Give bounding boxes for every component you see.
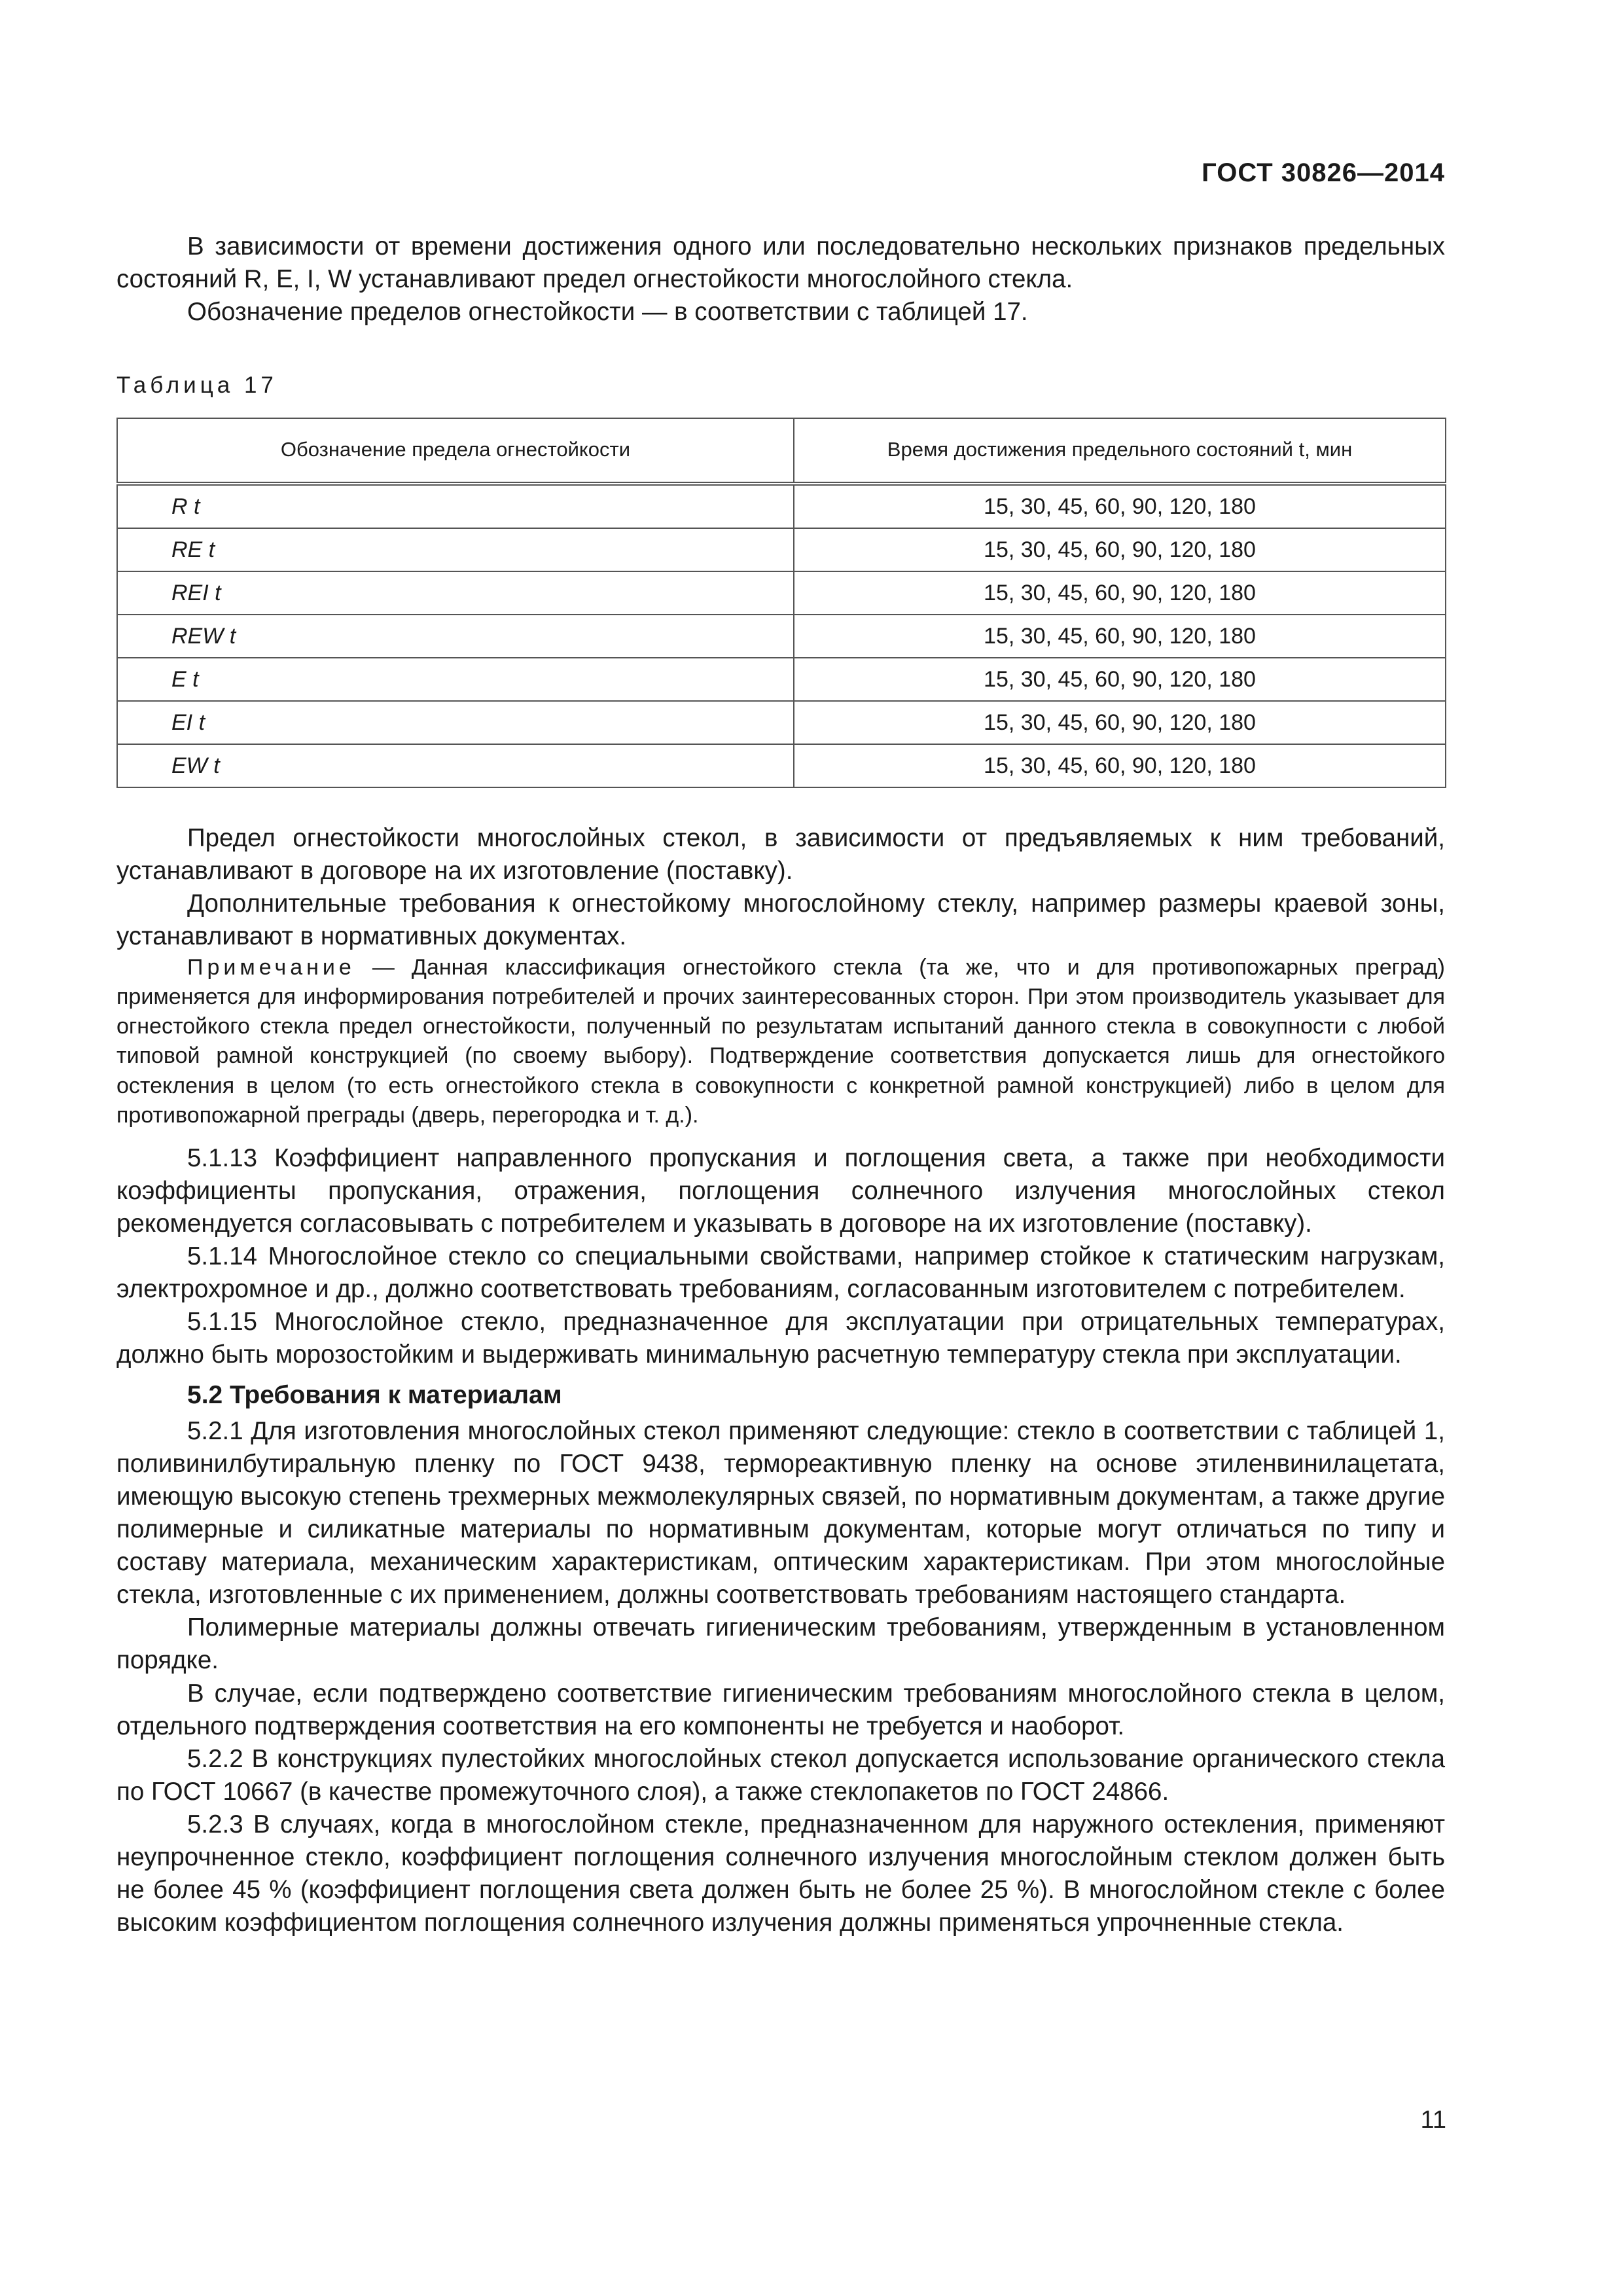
table-header-time: Время достижения предельного состояний t, мин [794, 418, 1446, 484]
table-row [117, 528, 1446, 571]
clause-paragraph: В случае, если подтверждено соответствие гигиеническим требованиям многослойного стекла в целом, отдельного подтверждения соответствия на его компоненты не требуется и наоборот. [116, 1679, 1445, 1740]
clause-paragraph: 5.1.15 Многослойное стекло, предназначенное для эксплуатации при отрицательных температурах, должно быть морозостойким и выдерживать минимальную расчетную температуру стекла при эксплуатации. [116, 1308, 1445, 1369]
clause-paragraph: 5.2.3 В случаях, когда в многослойном стекле, предназначенном для наружного остекления, применяют неупрочненное стекло, коэффициент поглощения солнечного излучения многослойным стеклом должен быть не более 45 % (коэффициент поглощения света должен быть не более 25 %). В многослойном стекле с более высоким коэффициентом поглощения солнечного излучения должны применяться упрочненные стекла. [116, 1810, 1445, 1937]
note-text: — Данная классификация огнестойкого стекла (та же, что и для противопожарных преград) применяется для информирования потребителей и прочих заинтересованных сторон. При этом производитель указывает для огнестойкого стекла предел огнестойкости, полученный по результатам испытаний данного стекла в совокупности с любой типовой рамной конструкцией (по своему выбору). Подтверждение соответствия допускается лишь для огнестойкого остекления в целом (то есть огнестойкого стекла в совокупности с конкретной рамной конструкцией) либо в целом для противопожарной преграды (дверь, перегородка и т. д.). [116, 954, 1445, 1128]
designation-cell: R t [117, 484, 794, 528]
designation-cell: RE t [117, 528, 794, 571]
time-values-cell: 15, 30, 45, 60, 90, 120, 180 [794, 484, 1446, 528]
time-values-cell: 15, 30, 45, 60, 90, 120, 180 [794, 744, 1446, 787]
designation-cell: E t [117, 658, 794, 701]
note-label: Примечание [187, 954, 355, 980]
designation-cell: REW t [117, 615, 794, 658]
designation-cell: EW t [117, 744, 794, 787]
clause-paragraph: 5.1.13 Коэффициент направленного пропускания и поглощения света, а также при необходимости коэффициенты пропускания, отражения, поглощения солнечного излучения многослойных стекол рекомендуется согласовывать с потребителем и указывать в договоре на их изготовление (поставку). [116, 1144, 1445, 1238]
page-number: 11 [1420, 2106, 1446, 2134]
after-table-block [116, 822, 1445, 953]
clause-paragraph: 5.2.1 Для изготовления многослойных стекол применяют следующие: стекло в соответствии с таблицей 1, поливинилбутиральную пленку по ГОСТ 9438, термореактивную пленку на основе этиленвинилацетата, имеющую высокую степень трехмерных межмолекулярных связей, по нормативным документам, а также другие полимерные и силикатные материалы по нормативным документам, которые могут отличаться по типу и составу материала, механическим характеристикам, оптическим характеристикам. При этом многослойные стекла, изготовленные с их применением, должны соответствовать требованиям настоящего стандарта. [116, 1417, 1445, 1609]
time-values-cell: 15, 30, 45, 60, 90, 120, 180 [794, 658, 1446, 701]
designation-cell: EI t [117, 701, 794, 744]
table-row [117, 701, 1446, 744]
clause-paragraph: 5.1.14 Многослойное стекло со специальными свойствами, например стойкое к статическим нагрузкам, электрохромное и др., должно соответствовать требованиям, согласованным изготовителем с потребителем. [116, 1242, 1445, 1304]
clause-paragraph: 5.2.2 В конструкциях пулестойких многослойных стекол допускается использование органического стекла по ГОСТ 10667 (в качестве промежуточного слоя), а также стеклопакетов по ГОСТ 24866. [116, 1744, 1445, 1806]
time-values-cell: 15, 30, 45, 60, 90, 120, 180 [794, 701, 1446, 744]
designation-cell: REI t [117, 571, 794, 615]
intro-paragraph: В зависимости от времени достижения одного или последовательно нескольких признаков предельных состояний R, E, I, W устанавливают предел огнестойкости многослойного стекла. [116, 232, 1445, 294]
table-header-row [117, 418, 1446, 484]
table-row [117, 484, 1446, 528]
time-values-cell: 15, 30, 45, 60, 90, 120, 180 [794, 528, 1446, 571]
standard-header: ГОСТ 30826—2014 [1202, 158, 1445, 187]
time-values-cell: 15, 30, 45, 60, 90, 120, 180 [794, 615, 1446, 658]
table-header-designation: Обозначение предела огнестойкости [117, 418, 794, 484]
intro-paragraph: Обозначение пределов огнестойкости — в соответствии с таблицей 17. [187, 298, 1028, 327]
body-paragraph: Дополнительные требования к огнестойкому многослойному стеклу, например размеры краевой зоны, устанавливают в нормативных документах. [116, 889, 1445, 950]
page-content [116, 230, 1445, 1939]
note-paragraph [116, 953, 1445, 1130]
table-row [117, 615, 1446, 658]
clause-paragraph: Полимерные материалы должны отвечать гигиеническим требованиям, утвержденным в установленном порядке. [116, 1613, 1445, 1675]
section-heading: 5.2 Требования к материалам [187, 1381, 562, 1410]
fire-resistance-table [116, 418, 1446, 788]
body-paragraph: Предел огнестойкости многослойных стекол, в зависимости от предъявляемых к ним требований, устанавливают в договоре на их изготовление (поставку). [116, 823, 1445, 885]
table-label: Таблица 17 [116, 372, 277, 399]
time-values-cell: 15, 30, 45, 60, 90, 120, 180 [794, 571, 1446, 615]
clauses-5-1 [116, 1142, 1445, 1371]
table-row [117, 744, 1446, 787]
table-row [117, 658, 1446, 701]
table-row [117, 571, 1446, 615]
